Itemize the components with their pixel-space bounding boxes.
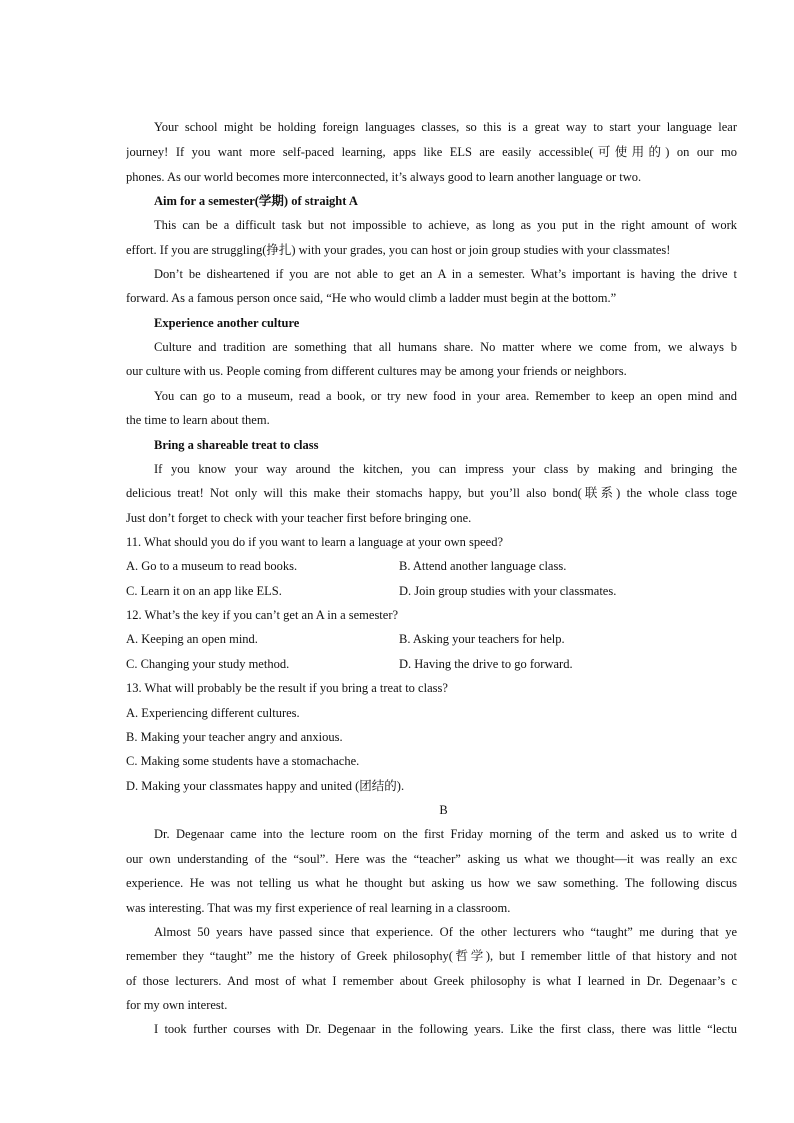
part-b-p2-line-4: for my own interest. (126, 998, 228, 1012)
question-13-option-a: A. Experiencing different cultures. (126, 706, 300, 720)
part-b-p2-line-3: of those lecturers. And most of what I remember about Greek philosophy is what I learned in Dr. Degenaar’s c (126, 974, 737, 988)
question-11-option-a: A. Go to a museum to read books. (126, 559, 298, 573)
question-13-stem: 13. What will probably be the result if you bring a treat to class? (126, 681, 448, 695)
question-11-option-c: C. Learn it on an app like ELS. (126, 584, 282, 598)
question-13-option-c: C. Making some students have a stomachache. (126, 754, 360, 768)
question-12-option-a: A. Keeping an open mind. (126, 632, 258, 646)
question-11-stem: 11. What should you do if you want to learn a language at your own speed? (126, 535, 503, 549)
question-11-option-b: B. Attend another language class. (399, 559, 567, 573)
part-b-label: B (439, 803, 448, 817)
semester-p1-line-1: This can be a difficult task but not impossible to achieve, as long as you put in the right amount of work (154, 218, 737, 232)
section-heading-culture: Experience another culture (154, 316, 300, 330)
intro-line-2: journey! If you want more self-paced learning, apps like ELS are easily accessible(可使用的) on our mo (126, 145, 737, 159)
treat-p1-line-3: Just don’t forget to check with your teacher first before bringing one. (126, 511, 472, 525)
semester-p2-line-1: Don’t be disheartened if you are not able to get an A in a semester. What’s important is having the drive t (154, 267, 737, 281)
part-b-p2-line-1: Almost 50 years have passed since that experience. Of the other lecturers who “taught” me during that ye (154, 925, 737, 939)
question-12-option-c: C. Changing your study method. (126, 657, 290, 671)
culture-p2-line-2: the time to learn about them. (126, 413, 270, 427)
question-13-option-b: B. Making your teacher angry and anxious. (126, 730, 343, 744)
treat-p1-line-1: If you know your way around the kitchen, you can impress your class by making and bringing the (154, 462, 737, 476)
question-12-option-b: B. Asking your teachers for help. (399, 632, 565, 646)
part-b-p3-line-1: I took further courses with Dr. Degenaar in the following years. Like the first class, there was little “lectu (154, 1022, 737, 1036)
treat-p1-line-2: delicious treat! Not only will this make their stomachs happy, but you’ll also bond(联系) the whole class toge (126, 486, 737, 500)
section-heading-semester: Aim for a semester(学期) of straight A (154, 194, 358, 208)
part-b-p1-line-3: experience. He was not telling us what he thought but asking us how we saw something. The following discus (126, 876, 737, 890)
intro-line-3: phones. As our world becomes more interconnected, it’s always good to learn another language or two. (126, 170, 642, 184)
part-b-p2-line-2: remember they “taught” me the history of Greek philosophy(哲学), but I remember little of that history and not (126, 949, 737, 963)
section-heading-treat: Bring a shareable treat to class (154, 438, 319, 452)
semester-p1-line-2: effort. If you are struggling(挣扎) with your grades, you can host or join group studies with your classmates! (126, 243, 671, 257)
intro-line-1: Your school might be holding foreign languages classes, so this is a great way to start your language lear (154, 120, 737, 134)
question-11-option-d: D. Join group studies with your classmates. (399, 584, 617, 598)
question-13-option-d: D. Making your classmates happy and united (团结的). (126, 779, 405, 793)
culture-p1-line-2: our culture with us. People coming from different cultures may be among your friends or neighbors. (126, 364, 627, 378)
question-12-option-d: D. Having the drive to go forward. (399, 657, 573, 671)
part-b-p1-line-1: Dr. Degenaar came into the lecture room on the first Friday morning of the term and asked us to write d (154, 827, 737, 841)
part-b-p1-line-4: was interesting. That was my first experience of real learning in a classroom. (126, 901, 511, 915)
question-12-stem: 12. What’s the key if you can’t get an A in a semester? (126, 608, 399, 622)
culture-p2-line-1: You can go to a museum, read a book, or try new food in your area. Remember to keep an open mind and (154, 389, 737, 403)
part-b-p1-line-2: our own understanding of the “soul”. Here was the “teacher” asking us what we thought—it was really an exc (126, 852, 737, 866)
culture-p1-line-1: Culture and tradition are something that all humans share. No matter where we come from, we always b (154, 340, 737, 354)
semester-p2-line-2: forward. As a famous person once said, “He who would climb a ladder must begin at the bottom.” (126, 291, 617, 305)
